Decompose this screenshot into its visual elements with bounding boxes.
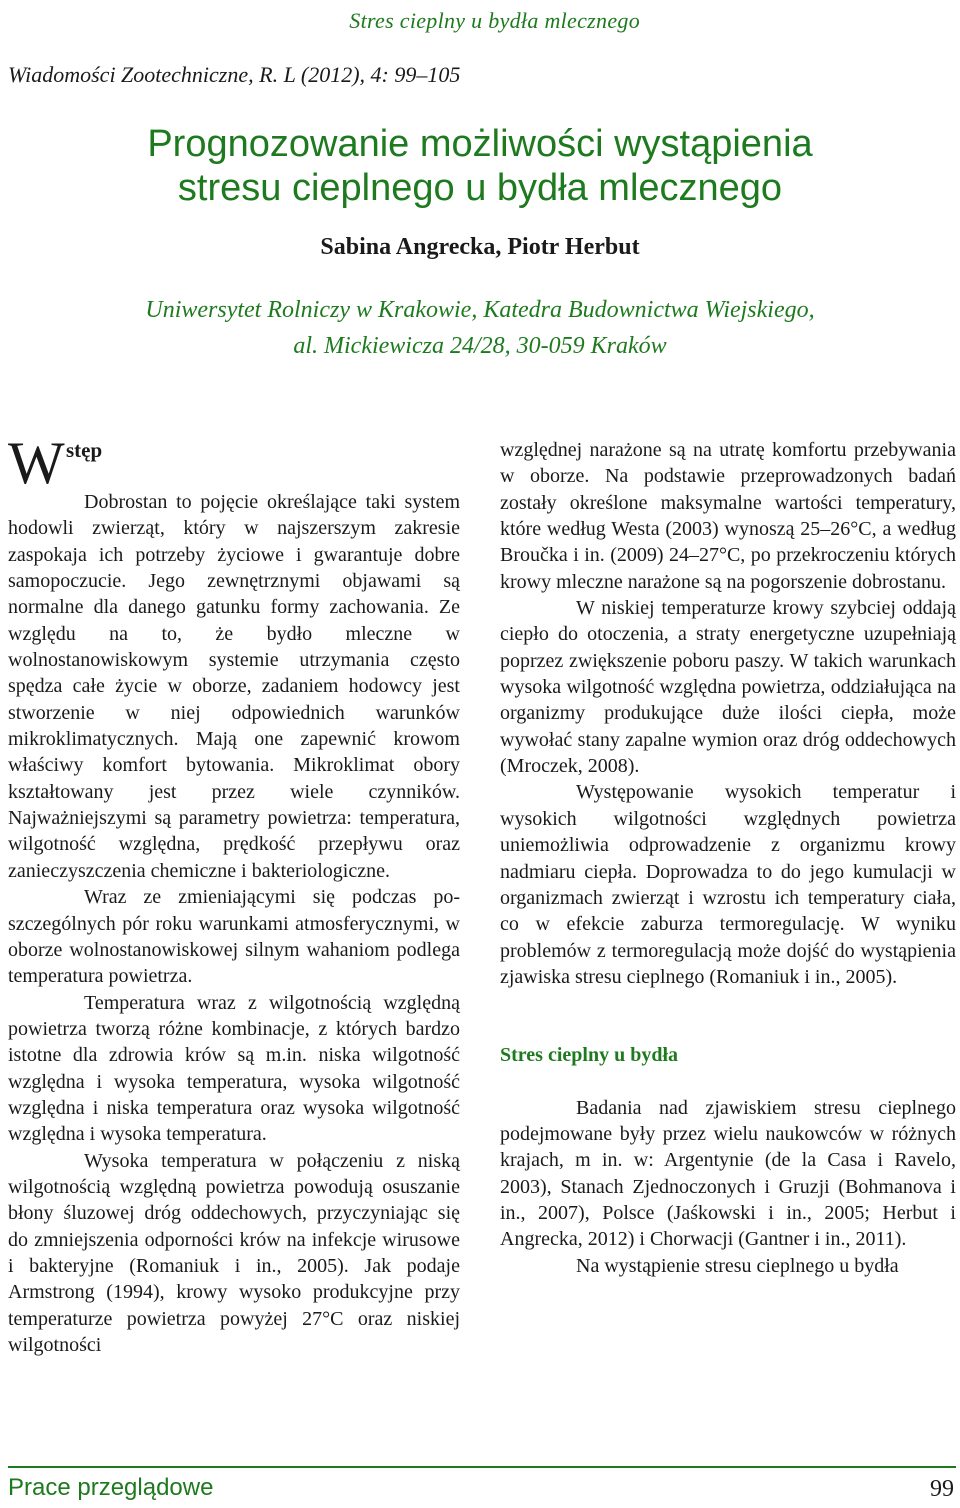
paragraph: Wraz ze zmieniającymi się podczas poszczególnych pór roku warunkami atmosferycznymi, w oborze wolnostanowiskowej silnym wahaniom podlega temperatura powietrza. (8, 886, 460, 988)
section-heading-introduction (8, 430, 460, 496)
paragraph: Wysoka temperatura w połączeniu z niską wilgotnością względną powietrza powodują osuszanie błony śluzowej dróg oddechowych, przyczyniając się do zmniejszenia odporności krów na infekcje wirusowe i bakteryjne (Romaniuk i in., 2005). Jak podaje Armstrong (1994), krowy wysoko produkcyjne przy temperaturze powietrza powyżej 27°C oraz niskiej wilgotności (8, 1149, 460, 1356)
article-title-line-1: Prognozowanie możliwości wystąpienia (147, 123, 813, 165)
paragraph: Na wystąpienie stresu cieplnego u bydła (576, 1254, 899, 1277)
article-title (0, 122, 960, 210)
paragraph: Dobrostan to pojęcie określające taki system hodowli zwierząt, który w najszerszym zakresie zaspokaja ich potrzeby życiowe i gwarantuje dobre samopoczucie. Jego zewnętrznymi objawami są normalne dla danego gatunku formy zachowania. Ze względu na to, że bydło mleczne w wolnostanowiskowym systemie utrzymania często spędza całe życie w oborze, zadaniem hodowcy jest stworzenie w niej odpowiednich warunków mikroklimatycznych. Mają one zapewnić krowom właściwy komfort bytowania. Mikroklimat obory kształtowany jest przez wiele czynników. Najważniejszymi są parametry powietrza: temperatura, wilgotność względna, prędkość przepływu oraz zanieczyszczenia chemiczne i bakteriologiczne. (8, 491, 460, 882)
running-title: Stres cieplny u bydła mlecznego (349, 8, 640, 33)
footer-divider (8, 1466, 956, 1468)
affiliation-line-1: Uniwersytet Rolniczy w Krakowie, Katedra Budownictwa Wiejskiego, (145, 297, 815, 323)
page-number: 99 (930, 1476, 954, 1502)
footer-section-label: Prace przeglądowe (8, 1474, 214, 1501)
paragraph: względnej narażone są na utratę komfortu przebywania w oborze. Na podstawie przeprowadzonych badań zostały określone maksymalne wartości temperatury, które według Westa (2003) wynoszą 25–26°C, a według Broučka i in. (2009) 24–27°C, po przekroczeniu których krowy mleczne narażone są na pogorszenie dobrostanu. (500, 439, 956, 593)
right-column (500, 437, 956, 1279)
drop-cap: W (8, 430, 65, 496)
journal-reference: Wiadomości Zootechniczne, R. L (2012), 4: 99–105 (8, 62, 461, 87)
subsection-title: Stres cieplny u bydła (500, 1044, 678, 1067)
affiliation-line-2: al. Mickiewicza 24/28, 30-059 Kraków (293, 333, 667, 359)
paragraph: W niskiej temperaturze krowy szybciej oddają ciepło do otoczenia, a straty energetyczne uzupełniają poprzez zwiększenie poboru paszy. W takich warunkach wysoka wilgotność względna powietrza, oddziałująca na organizmy produkujące duże ilości ciepła, może wywołać stany zapalne wymion oraz dróg oddechowych (Mroczek, 2008). (500, 597, 956, 778)
paragraph: Temperatura wraz z wilgotnością względną powietrza tworzą różne kombinacje, z których bardzo istotne dla zdrowia krów są m.in. niska wilgotność względna i wysoka temperatura, wysoka wilgotność względna i niska temperatura oraz wysoka wilgotność względna i wysoka temperatura. (8, 991, 460, 1146)
authors: Sabina Angrecka, Piotr Herbut (320, 234, 640, 260)
paragraph: Występowanie wysokich temperatur i wysokich wilgotności względnych powietrza uniemożliwia odprowadzenie z organizmu krowy nadmiaru ciepła. Doprowadza to do jego kumulacji w organizmach zwierząt i wzrostu ich temperatury ciała, co w efekcie zaburza termoregulację. W wyniku problemów z termoregulacją może dojść do wystąpienia zjawiska stresu cieplnego (Romaniuk i in., 2005). (500, 781, 956, 988)
section-heading-rest: stęp (66, 438, 103, 462)
left-column (8, 430, 460, 1358)
affiliation (0, 292, 960, 364)
paragraph: Badania nad zjawiskiem stresu cieplnego podejmowane były przez wielu naukowców w różnych krajach, m in. w: Argentynie (de la Casa i Ravelo, 2003), Stanach Zjednoczonych i Gruzji (Bohmanova i in., 2007), Polsce (Jaśkowski i in., 2005; Herbut i Angrecka, 2012) i Chorwacji (Gantner i in., 2011). (500, 1096, 956, 1251)
article-title-line-2: stresu cieplnego u bydła mlecznego (177, 167, 783, 209)
